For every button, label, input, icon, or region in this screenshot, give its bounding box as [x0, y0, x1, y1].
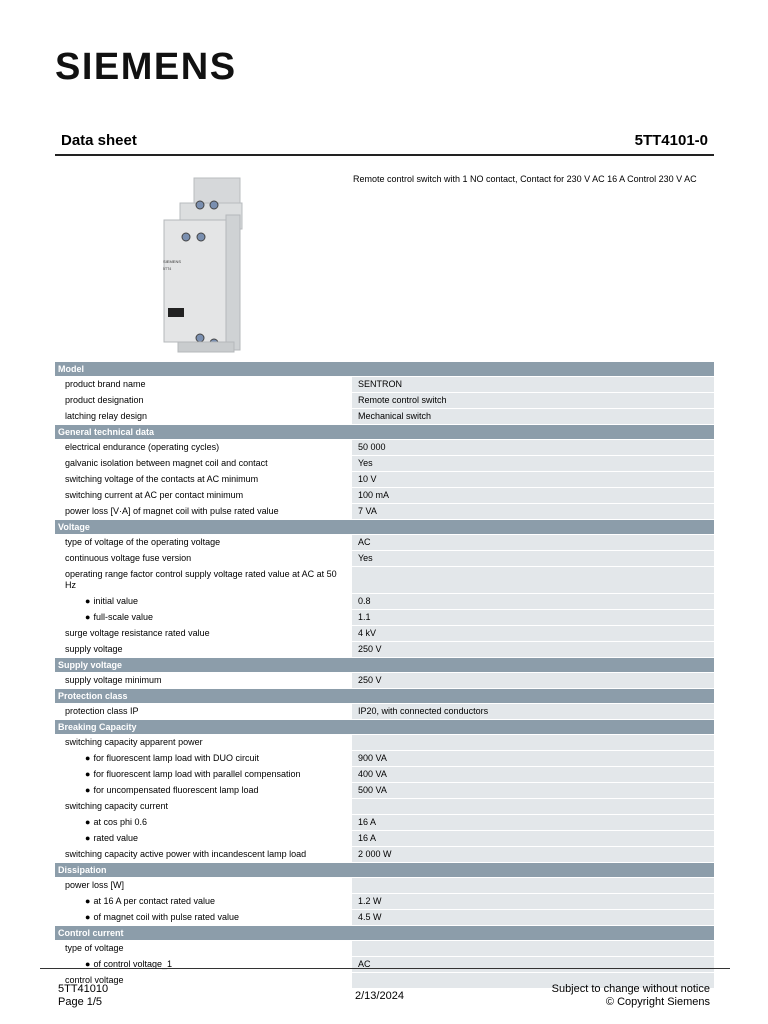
spec-row — [55, 392, 714, 408]
spec-label — [55, 594, 348, 609]
spec-value: 250 V — [352, 673, 714, 688]
spec-label — [55, 440, 348, 455]
spec-value: SENTRON — [352, 377, 714, 392]
spec-label — [55, 831, 348, 846]
section-header: Dissipation — [55, 862, 714, 877]
spec-value: 2 000 W — [352, 847, 714, 862]
spec-row — [55, 909, 714, 925]
spec-label-text: product designation — [65, 395, 144, 405]
spec-row — [55, 439, 714, 455]
spec-row — [55, 641, 714, 657]
footer-date: 2/13/2024 — [355, 990, 404, 1002]
spec-label-text: full-scale value — [93, 612, 153, 622]
section-header: Model — [55, 361, 714, 376]
spec-label — [55, 847, 348, 862]
spec-value: 7 VA — [352, 504, 714, 519]
spec-label — [55, 783, 348, 798]
spec-label-text: of magnet coil with pulse rated value — [93, 912, 240, 922]
spec-row — [55, 550, 714, 566]
spec-label — [55, 751, 348, 766]
spec-label — [55, 377, 348, 392]
spec-label-text: initial value — [93, 596, 138, 606]
spec-value: 16 A — [352, 815, 714, 830]
spec-label-text: at cos phi 0.6 — [93, 817, 147, 827]
spec-label — [55, 957, 348, 972]
spec-value — [352, 941, 714, 956]
bullet-icon: ● — [85, 912, 91, 922]
spec-label — [55, 910, 348, 925]
spec-value: 10 V — [352, 472, 714, 487]
spec-row — [55, 750, 714, 766]
spec-label — [55, 551, 348, 566]
bullet-icon: ● — [85, 896, 91, 906]
change-notice: Subject to change without notice — [551, 983, 710, 995]
spec-label-text: electrical endurance (operating cycles) — [65, 442, 220, 452]
spec-row — [55, 455, 714, 471]
spec-row — [55, 798, 714, 814]
spec-label — [55, 673, 348, 688]
spec-value: Remote control switch — [352, 393, 714, 408]
bullet-icon: ● — [85, 769, 91, 779]
spec-value — [352, 735, 714, 750]
spec-label — [55, 704, 348, 719]
spec-value — [352, 799, 714, 814]
bullet-icon: ● — [85, 785, 91, 795]
spec-label-text: control voltage — [65, 975, 124, 985]
spec-value: 4 kV — [352, 626, 714, 641]
spec-row — [55, 566, 714, 593]
footer-left — [58, 983, 108, 1009]
bullet-icon: ● — [85, 753, 91, 763]
spec-label-text: for fluorescent lamp load with parallel compensation — [93, 769, 301, 779]
spec-row — [55, 766, 714, 782]
spec-value: Mechanical switch — [352, 409, 714, 424]
section-header: Voltage — [55, 519, 714, 534]
spec-table — [55, 361, 714, 988]
spec-value: AC — [352, 535, 714, 550]
spec-row — [55, 893, 714, 909]
spec-label — [55, 878, 348, 893]
copyright: © Copyright Siemens — [605, 996, 710, 1008]
spec-value: Yes — [352, 456, 714, 471]
spec-label — [55, 567, 348, 593]
spec-label-text: supply voltage — [65, 644, 123, 654]
spec-value: 16 A — [352, 831, 714, 846]
spec-label — [55, 735, 348, 750]
spec-row — [55, 625, 714, 641]
article-number: 5TT4101-0 — [634, 132, 708, 149]
spec-label — [55, 626, 348, 641]
spec-label — [55, 610, 348, 625]
spec-row — [55, 471, 714, 487]
bullet-icon: ● — [85, 959, 91, 969]
spec-label-text: protection class IP — [65, 706, 139, 716]
spec-value: 1.2 W — [352, 894, 714, 909]
spec-label-text: product brand name — [65, 379, 146, 389]
spec-label-text: type of voltage of the operating voltage — [65, 537, 221, 547]
bullet-icon: ● — [85, 817, 91, 827]
spec-label-text: galvanic isolation between magnet coil and contact — [65, 458, 268, 468]
spec-row — [55, 846, 714, 862]
spec-label — [55, 535, 348, 550]
spec-value: AC — [352, 957, 714, 972]
device-sublabel: 5TT4 — [163, 267, 172, 271]
spec-label — [55, 767, 348, 782]
spec-value: 4.5 W — [352, 910, 714, 925]
page-number: Page 1/5 — [58, 996, 103, 1008]
spec-label-text: switching voltage of the contacts at AC minimum — [65, 474, 259, 484]
spec-value: 100 mA — [352, 488, 714, 503]
spec-value: 50 000 — [352, 440, 714, 455]
spec-label-text: for uncompensated fluorescent lamp load — [93, 785, 259, 795]
spec-label — [55, 456, 348, 471]
spec-row — [55, 672, 714, 688]
spec-label — [55, 941, 348, 956]
section-header: Protection class — [55, 688, 714, 703]
spec-label-text: power loss [V·A] of magnet coil with pulse rated value — [65, 506, 279, 516]
spec-row — [55, 956, 714, 972]
spec-row — [55, 940, 714, 956]
spec-row — [55, 830, 714, 846]
bullet-icon: ● — [85, 612, 91, 622]
bullet-icon: ● — [85, 833, 91, 843]
spec-value: 400 VA — [352, 767, 714, 782]
spec-value: 250 V — [352, 642, 714, 657]
spec-label-text: for fluorescent lamp load with DUO circuit — [93, 753, 259, 763]
siemens-logo: SIEMENS — [55, 46, 237, 88]
spec-row — [55, 734, 714, 750]
spec-label — [55, 488, 348, 503]
spec-label-text: of control voltage_1 — [93, 959, 172, 969]
spec-value: 0.8 — [352, 594, 714, 609]
page-title: Data sheet — [61, 132, 137, 149]
spec-label-text: at 16 A per contact rated value — [93, 896, 216, 906]
section-header: Supply voltage — [55, 657, 714, 672]
spec-label — [55, 642, 348, 657]
spec-value: IP20, with connected conductors — [352, 704, 714, 719]
section-header: Breaking Capacity — [55, 719, 714, 734]
product-description: Remote control switch with 1 NO contact, Contact for 230 V AC 16 A Control 230 V AC — [353, 174, 697, 184]
spec-label — [55, 504, 348, 519]
spec-label — [55, 799, 348, 814]
spec-label-text: switching capacity active power with incandescent lamp load — [65, 849, 307, 859]
section-header: General technical data — [55, 424, 714, 439]
spec-label-text: rated value — [93, 833, 138, 843]
spec-label-text: switching capacity apparent power — [65, 737, 203, 747]
spec-value — [352, 878, 714, 893]
spec-label-text: operating range factor control supply voltage rated value at AC at 50 Hz — [65, 569, 337, 590]
spec-label-text: surge voltage resistance rated value — [65, 628, 210, 638]
product-image — [158, 175, 248, 355]
spec-row — [55, 782, 714, 798]
title-row — [55, 132, 714, 156]
spec-row — [55, 503, 714, 519]
spec-row — [55, 408, 714, 424]
spec-label — [55, 815, 348, 830]
section-header: Control current — [55, 925, 714, 940]
spec-value: 900 VA — [352, 751, 714, 766]
spec-label-text: switching current at AC per contact minimum — [65, 490, 244, 500]
spec-row — [55, 609, 714, 625]
device-label: SIEMENS — [163, 259, 182, 264]
spec-row — [55, 593, 714, 609]
spec-row — [55, 877, 714, 893]
spec-row — [55, 814, 714, 830]
spec-value: 1.1 — [352, 610, 714, 625]
spec-row — [55, 703, 714, 719]
bullet-icon: ● — [85, 596, 91, 606]
spec-value: 500 VA — [352, 783, 714, 798]
spec-value: Yes — [352, 551, 714, 566]
spec-label-text: latching relay design — [65, 411, 148, 421]
spec-label — [55, 894, 348, 909]
spec-label — [55, 393, 348, 408]
spec-label-text: power loss [W] — [65, 880, 125, 890]
spec-value — [352, 567, 714, 593]
spec-row — [55, 376, 714, 392]
spec-label-text: continuous voltage fuse version — [65, 553, 192, 563]
footer-divider — [40, 968, 730, 969]
spec-label — [55, 409, 348, 424]
footer-right — [552, 983, 710, 1009]
spec-label-text: supply voltage minimum — [65, 675, 162, 685]
spec-label-text: type of voltage — [65, 943, 124, 953]
spec-label — [55, 472, 348, 487]
doc-id: 5TT41010 — [58, 983, 109, 995]
spec-row — [55, 534, 714, 550]
spec-row — [55, 487, 714, 503]
spec-label-text: switching capacity current — [65, 801, 169, 811]
